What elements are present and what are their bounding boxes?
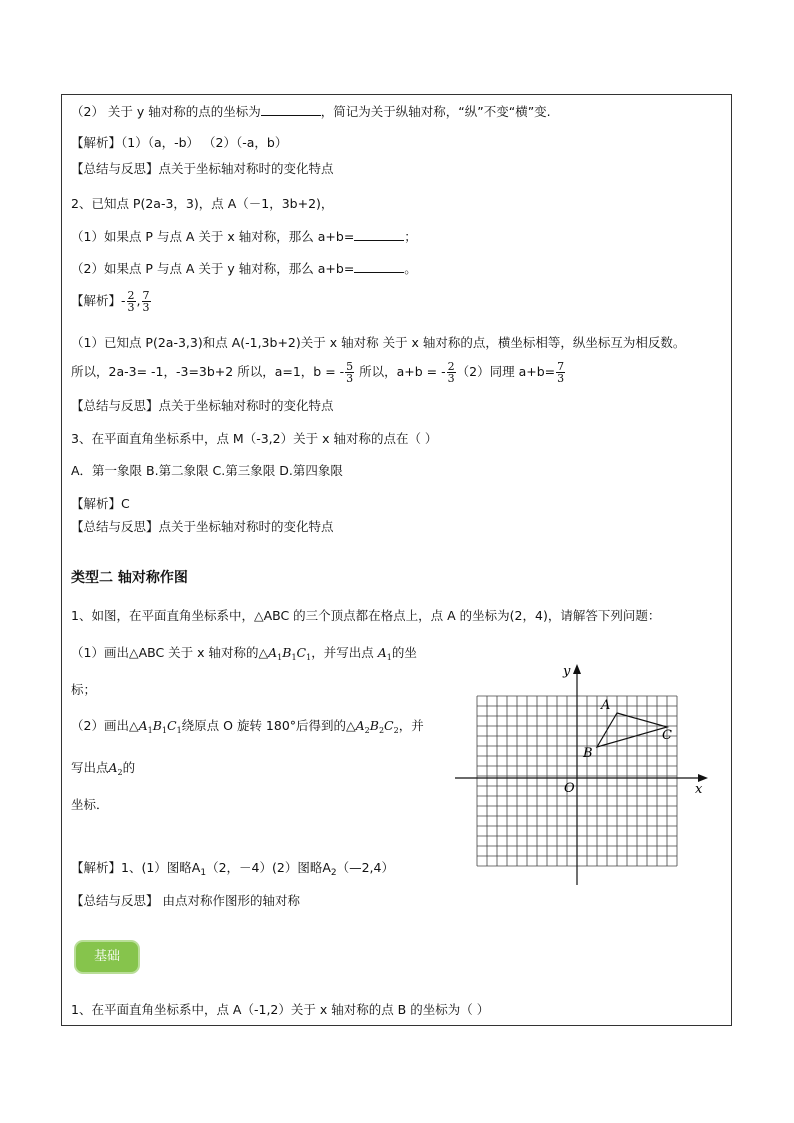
p2-sub1: （1）如果点 P 与点 A 关于 x 轴对称，那么 a+b= ； (71, 229, 417, 244)
section-heading: 类型二 轴对称作图 (71, 570, 188, 586)
fraction: $\frac{2}{3}$ (127, 289, 135, 314)
triangle-a1b1c1: $A_1B_1C_1$ (138, 718, 182, 735)
y-axis-label: y (563, 664, 571, 679)
type2-stem: 1、如图，在平面直角坐标系中，△ABC 的三个顶点都在格点上，点 A 的坐标为(2，4)，请解答下列问题： (71, 608, 661, 623)
type2-summary: 【总结与反思】 由点对称作图形的轴对称 (71, 893, 300, 908)
p2-summary: 【总结与反思】点关于坐标轴对称时的变化特点 (71, 398, 334, 413)
basic-badge: 基础 (76, 942, 138, 972)
fraction: $\frac{7}{3}$ (557, 360, 565, 385)
x-axis-label: x (695, 782, 703, 797)
p3-analysis: 【解析】C (71, 496, 130, 511)
p2-expl1: （1）已知点 P(2a-3,3)和点 A(-1,3b+2)关于 x 轴对称 关于 x 轴对称的点，横坐标相等，纵坐标互为相反数。 (71, 335, 686, 350)
basic-question-1: 1、在平面直角坐标系中，点 A（-1,2）关于 x 轴对称的点 B 的坐标为（ ） (71, 1002, 490, 1017)
p3-options: A．第一象限 B.第二象限 C.第三象限 D.第四象限 (71, 463, 343, 478)
x-axis-arrow (698, 774, 708, 782)
p2-sub2: （2）如果点 P 与点 A 关于 y 轴对称，那么 a+b= 。 (71, 261, 417, 276)
triangle-abc (597, 713, 667, 747)
q2-summary: 【总结与反思】点关于坐标轴对称时的变化特点 (71, 161, 334, 176)
type2-sub2-cont2: 坐标． (71, 797, 109, 812)
point-a1: $A_1$ (377, 645, 392, 662)
vertex-b-label: B (583, 746, 593, 761)
type2-analysis: 【解析】1、(1）图略$A_1(2$，－4）(2）图略$A_2(—2,4)$ (71, 860, 394, 878)
vertex-c-label: C (662, 728, 672, 743)
point-a2: $A_2$ (108, 760, 123, 777)
origin-label: O (564, 781, 575, 796)
fraction: $\frac{2}{3}$ (447, 360, 455, 385)
p2-expl2: 所以，2a-3= -1，-3=3b+2 所以，a=1，b = - $\frac{5}{3}$ 所以，a+b = - $\frac{2}{3}$ （2）同理 a+b= $\frac{7}{3}$ (71, 360, 565, 385)
type2-sub1: （1）画出△ABC 关于 x 轴对称的$\triangle A_1B_1C_1$，并写出点 $A_1$的坐 (71, 645, 417, 662)
vertex-a-label: A (601, 698, 611, 713)
triangle-a1b1c1: $A_1B_1C_1$ (268, 645, 312, 662)
y-axis-arrow (573, 664, 581, 674)
answer-blank (354, 260, 404, 273)
p2-answer: 【解析】- $\frac{2}{3}$ , $\frac{7}{3}$ (71, 289, 150, 314)
p3-stem: 3、在平面直角坐标系中，点 M（-3,2）关于 x 轴对称的点在（ ） (71, 431, 438, 446)
fraction: $\frac{7}{3}$ (142, 289, 150, 314)
q2-line: （2） 关于 y 轴对称的点的坐标为 ，简记为关于纵轴对称，“纵”不变“横”变. (71, 104, 551, 119)
answer-blank (261, 103, 321, 116)
triangle-a2b2c2: $A_2B_2C_2$ (355, 718, 399, 735)
p2-stem: 2、已知点 P(2a-3，3)，点 A（－1，3b+2)， (71, 196, 334, 211)
type2-sub2-cont: 写出点$A_2$的 (71, 760, 136, 777)
type2-sub2: （2）画出$\triangle A_1B_1C_1$绕原点 O 旋转 180°后得到的$\triangle A_2B_2C_2$，并 (71, 718, 424, 735)
coordinate-grid-figure (450, 660, 720, 890)
type2-sub1-cont: 标； (71, 682, 97, 697)
answer-blank (354, 228, 404, 241)
p3-summary: 【总结与反思】点关于坐标轴对称时的变化特点 (71, 519, 334, 534)
fraction: $\frac{5}{3}$ (346, 360, 354, 385)
q2-analysis: 【解析】（1）（a，-b） （2）（-a，b） (71, 135, 288, 150)
